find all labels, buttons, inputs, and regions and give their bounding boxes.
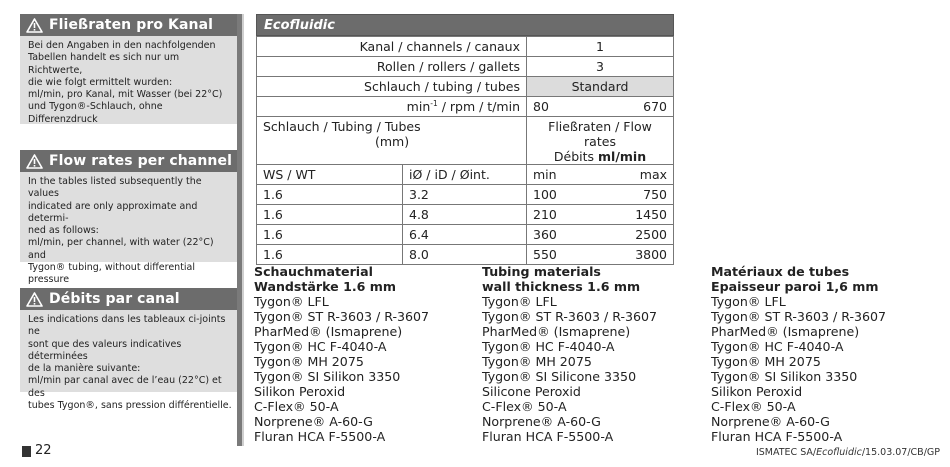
text-line: Les indications dans les tableaux ci-joints ne xyxy=(28,314,226,338)
section-title: Débits par canal xyxy=(49,291,180,307)
cell-ws: 1.6 xyxy=(257,185,403,205)
flow-header: Fließraten / Flow rates Débits ml/min xyxy=(527,117,674,165)
list-item: Tygon® HC F-4040-A xyxy=(482,339,615,354)
table-row xyxy=(257,185,674,205)
list-item: Norprene® A-60-G xyxy=(482,414,601,429)
section-header-de xyxy=(20,14,240,36)
row-value: Standard xyxy=(527,77,674,97)
cell-id: 3.2 xyxy=(403,185,527,205)
text-line: tubes Tygon®, sans pression différentielle. xyxy=(28,400,232,412)
divider-bar-light xyxy=(242,14,244,446)
table-row xyxy=(257,225,674,245)
materials-heading: Schauchmaterial xyxy=(254,264,373,279)
page-number: 22 xyxy=(35,443,52,458)
materials-list-en xyxy=(482,264,657,444)
list-item: Norprene® A-60-G xyxy=(711,414,830,429)
text-line: Tabellen handelt es sich nur um Richtwerte, xyxy=(28,52,180,76)
cell-id: 4.8 xyxy=(403,205,527,225)
tubing-header: Schlauch / Tubing / Tubes (mm) xyxy=(257,117,527,165)
text-line: Tygon® tubing, without differential pressure xyxy=(28,262,196,286)
list-item: Silikon Peroxid xyxy=(254,384,346,399)
section-text-fr xyxy=(20,310,240,412)
table-row-rpm xyxy=(257,97,674,117)
section-text-en xyxy=(20,172,240,286)
warning-icon xyxy=(26,18,43,33)
table-row xyxy=(257,245,674,265)
list-item: Tygon® MH 2075 xyxy=(254,354,364,369)
table-row xyxy=(257,205,674,225)
list-item: Tygon® ST R-3603 / R-3607 xyxy=(482,309,658,324)
list-item: Tygon® MH 2075 xyxy=(482,354,592,369)
list-item: PharMed® (Ismaprene) xyxy=(482,324,631,339)
rpm-min: 80 xyxy=(533,99,549,114)
cell-ws: 1.6 xyxy=(257,205,403,225)
page-marker xyxy=(22,446,31,457)
list-item: PharMed® (Ismaprene) xyxy=(254,324,403,339)
table-header-row xyxy=(257,117,674,165)
cell-ws: 1.6 xyxy=(257,245,403,265)
text-line: ned as follows: xyxy=(28,225,99,237)
cell-flow: 360 2500 xyxy=(527,225,674,245)
list-item: C-Flex® 50-A xyxy=(711,399,796,414)
list-item: Tygon® MH 2075 xyxy=(711,354,821,369)
list-item: Silicone Peroxid xyxy=(482,384,581,399)
warning-icon xyxy=(26,292,43,307)
materials-list-de xyxy=(254,264,429,444)
row-value: 1 xyxy=(527,37,674,57)
materials-list-fr xyxy=(711,264,886,444)
list-item: Tygon® LFL xyxy=(482,294,557,309)
text-line: die wie folgt ermittelt wurden: xyxy=(28,76,173,88)
list-item: Fluran HCA F-5500-A xyxy=(254,429,386,444)
cell-flow: 210 1450 xyxy=(527,205,674,225)
section-title: Flow rates per channel xyxy=(49,153,232,169)
info-column xyxy=(20,14,240,412)
text-line: sont que des valeurs indicatives déterminées xyxy=(28,338,182,362)
list-item: PharMed® (Ismaprene) xyxy=(711,324,860,339)
rpm-range xyxy=(527,97,674,117)
col-header-minmax: min max xyxy=(527,165,674,185)
row-label: Rollen / rollers / gallets xyxy=(257,57,527,77)
list-item: Silikon Peroxid xyxy=(711,384,803,399)
cell-ws: 1.6 xyxy=(257,225,403,245)
materials-subheading: Wandstärke 1.6 mm xyxy=(254,279,397,294)
section-text-de xyxy=(20,36,240,124)
list-item: Fluran HCA F-5500-A xyxy=(482,429,614,444)
text-line: ml/min, per channel, with water (22°C) and xyxy=(28,237,214,261)
rpm-label: $\min^{-1}$ / rpm / t/min xyxy=(257,97,527,117)
list-item: Tygon® ST R-3603 / R-3607 xyxy=(711,309,887,324)
rpm-max: 670 xyxy=(643,99,667,114)
row-value: 3 xyxy=(527,57,674,77)
text-line: ml/min par canal avec de l’eau (22°C) et des xyxy=(28,375,222,399)
text-line: und Tygon®-Schlauch, ohne Differenzdruck xyxy=(28,101,163,125)
table-row xyxy=(257,37,674,57)
list-item: Norprene® A-60-G xyxy=(254,414,373,429)
text-line: ml/min, pro Kanal, mit Wasser (bei 22°C) xyxy=(28,89,223,101)
materials-subheading: wall thickness 1.6 mm xyxy=(482,279,641,294)
list-item: Tygon® SI Silikon 3350 xyxy=(254,369,401,384)
col-header-ws: WS / WT xyxy=(257,165,403,185)
materials-heading: Tubing materials xyxy=(482,264,601,279)
row-label: Schlauch / tubing / tubes xyxy=(257,77,527,97)
list-item: Tygon® SI Silicone 3350 xyxy=(482,369,637,384)
text-line: de la manière suivante: xyxy=(28,363,141,375)
list-item: Tygon® HC F-4040-A xyxy=(711,339,844,354)
list-item: Tygon® LFL xyxy=(711,294,786,309)
list-item: C-Flex® 50-A xyxy=(482,399,567,414)
table-row xyxy=(257,77,674,97)
cell-flow: 100 750 xyxy=(527,185,674,205)
materials-heading: Matériaux de tubes xyxy=(711,264,850,279)
list-item: Tygon® ST R-3603 / R-3607 xyxy=(254,309,430,324)
text-line: Bei den Angaben in den nachfolgenden xyxy=(28,40,216,51)
section-title: Fließraten pro Kanal xyxy=(49,17,214,33)
list-item: Tygon® SI Silikon 3350 xyxy=(711,369,858,384)
cell-flow: 550 3800 xyxy=(527,245,674,265)
section-header-en xyxy=(20,150,240,172)
section-header-fr xyxy=(20,288,240,310)
materials-subheading: Epaisseur paroi 1,6 mm xyxy=(711,279,879,294)
list-item: Tygon® HC F-4040-A xyxy=(254,339,387,354)
document-reference: ISMATEC SA/Ecofluidic/15.03.07/CB/GP xyxy=(755,447,940,458)
flow-rate-table xyxy=(256,14,674,265)
table-row xyxy=(257,57,674,77)
warning-icon xyxy=(26,154,43,169)
table-title: Ecofluidic xyxy=(256,14,674,36)
table-subheader-row xyxy=(257,165,674,185)
col-header-id: iØ / iD / Øint. xyxy=(403,165,527,185)
row-label: Kanal / channels / canaux xyxy=(257,37,527,57)
text-line: In the tables listed subsequently the values xyxy=(28,176,202,200)
list-item: Fluran HCA F-5500-A xyxy=(711,429,843,444)
list-item: C-Flex® 50-A xyxy=(254,399,339,414)
cell-id: 6.4 xyxy=(403,225,527,245)
cell-id: 8.0 xyxy=(403,245,527,265)
text-line: indicated are only approximate and determi- xyxy=(28,200,198,224)
list-item: Tygon® LFL xyxy=(254,294,329,309)
